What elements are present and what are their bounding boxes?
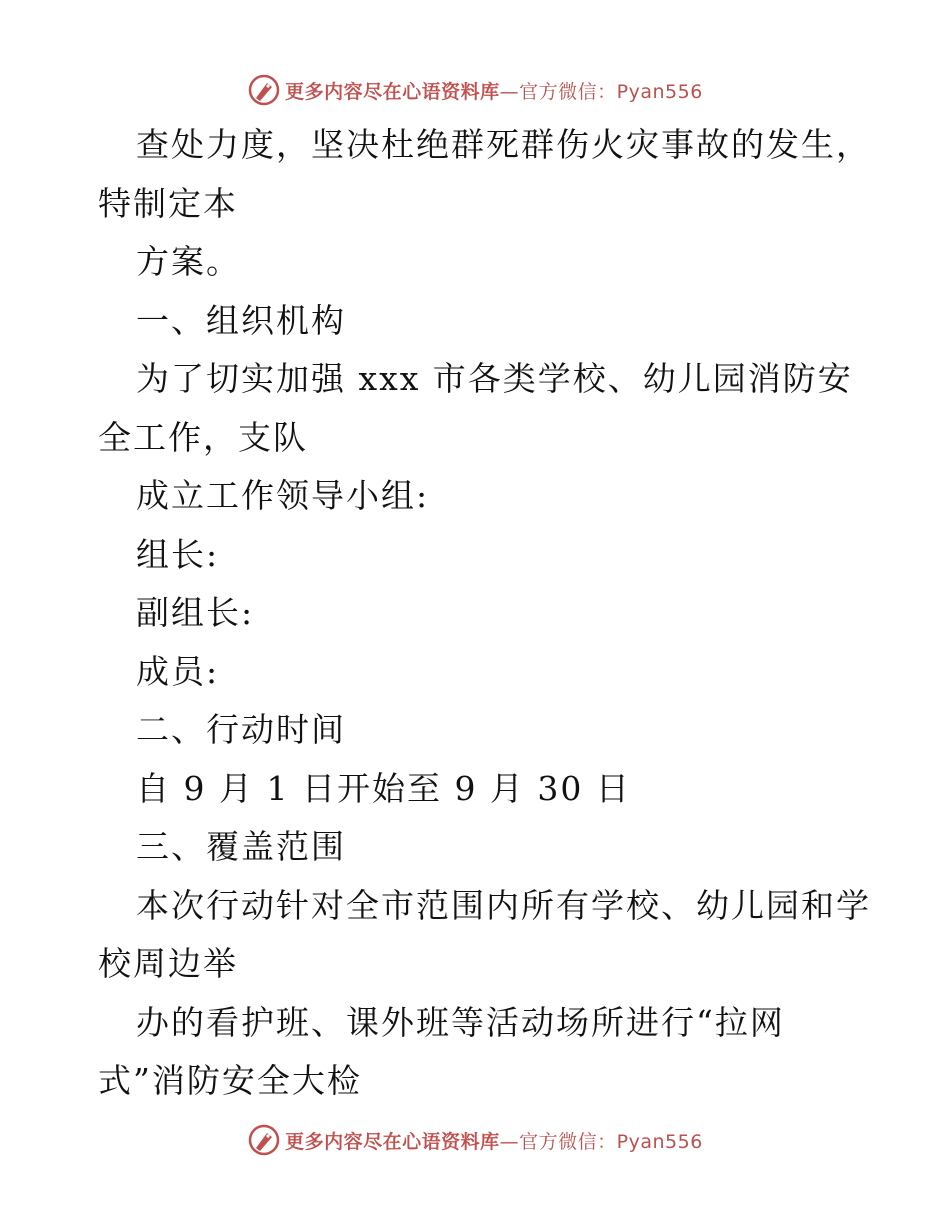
paragraph-line-5: 为了切实加强 xxx 市各类学校、幼儿园消防安 — [136, 359, 853, 398]
paragraph-line-15: 校周边举 — [98, 944, 238, 983]
paragraph-line-2: 特制定本 — [98, 183, 238, 223]
paragraph-line-3: 方案。 — [136, 242, 241, 281]
section-heading-action-time: 二、行动时间 — [136, 710, 346, 749]
document-body — [98, 116, 871, 1111]
watermark-contact: —官方微信：Pyan556 — [499, 1130, 703, 1153]
header-watermark-banner — [0, 70, 950, 110]
pen-nib-logo-icon — [247, 1123, 281, 1157]
role-members: 成员: — [136, 651, 220, 691]
watermark-contact: —官方微信：Pyan556 — [499, 80, 703, 103]
paragraph-line-16: 办的看护班、课外班等活动场所进行“拉网 — [136, 1002, 785, 1042]
paragraph-line-6: 全工作，支队 — [98, 417, 308, 457]
paragraph-line-7: 成立工作领导小组: — [136, 476, 430, 515]
pen-nib-logo-icon — [247, 73, 281, 107]
paragraph-line-1: 查处力度，坚决杜绝群死群伤火灾事故的发生， — [136, 125, 871, 164]
watermark-text — [285, 1127, 703, 1154]
footer-watermark-banner — [0, 1120, 950, 1160]
paragraph-line-17: 式”消防安全大检 — [98, 1061, 362, 1100]
paragraph-date-range: 自 9 月 1 日开始至 9 月 30 日 — [136, 768, 631, 808]
role-deputy-leader: 副组长: — [136, 593, 255, 632]
section-heading-organization: 一、组织机构 — [136, 300, 346, 340]
watermark-lead: 更多内容尽在心语资料库 — [285, 1130, 500, 1153]
role-leader: 组长: — [136, 534, 220, 574]
watermark-text — [285, 77, 703, 104]
watermark-lead: 更多内容尽在心语资料库 — [285, 80, 500, 103]
section-heading-coverage: 三、覆盖范围 — [136, 827, 346, 866]
paragraph-line-14: 本次行动针对全市范围内所有学校、幼儿园和学 — [136, 885, 871, 925]
